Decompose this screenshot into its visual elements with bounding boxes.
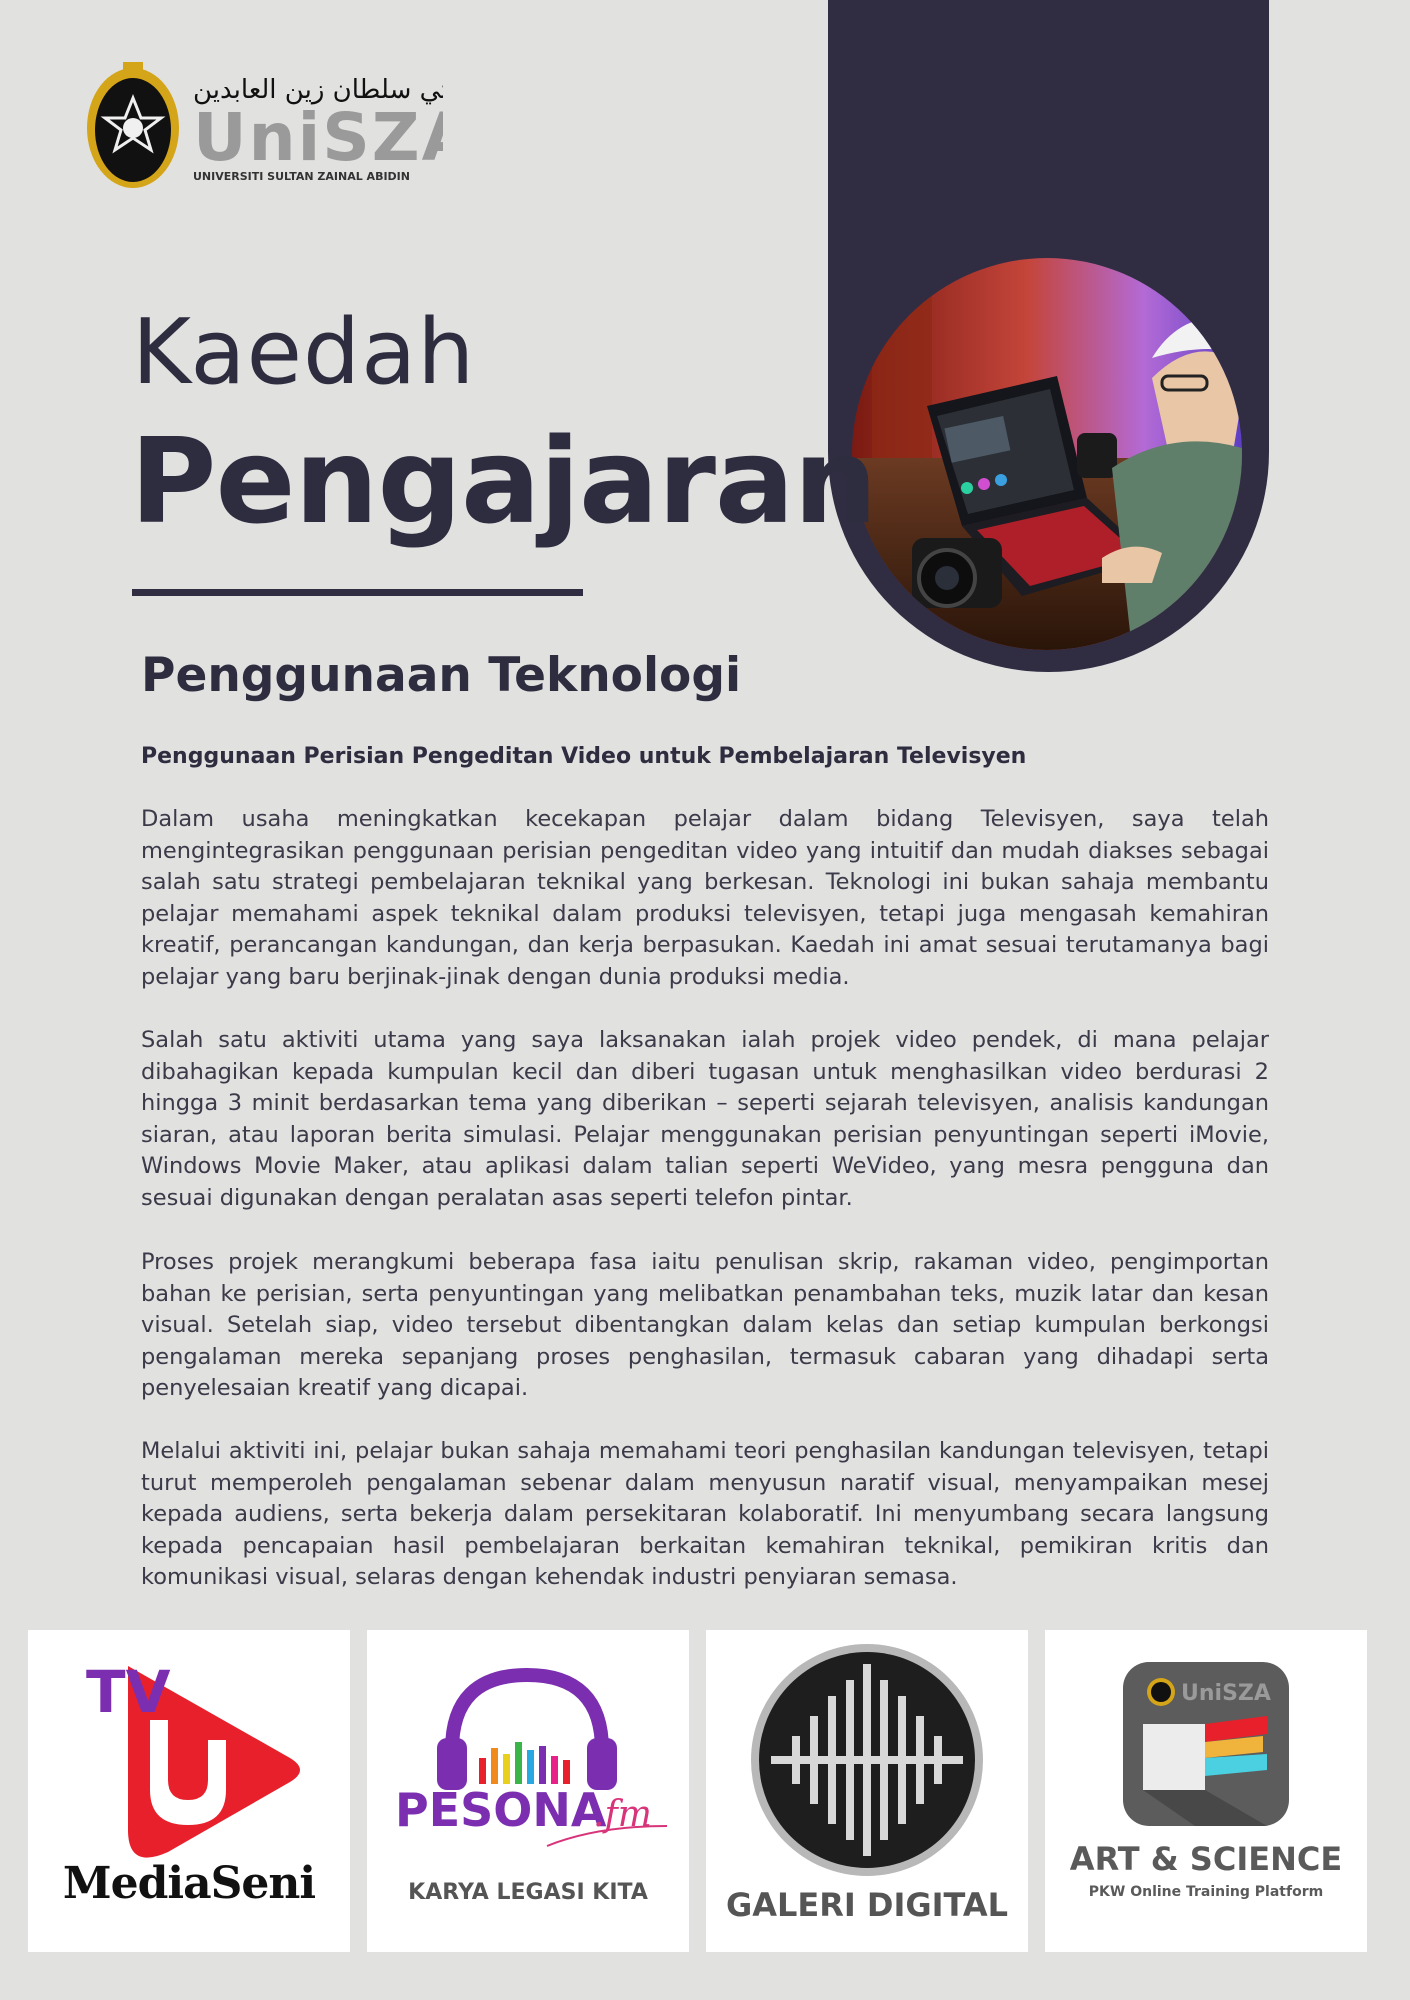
art-science-label: ART & SCIENCE xyxy=(1069,1840,1343,1878)
paragraph-3: Proses projek merangkumi beberapa fasa iaitu penulisan skrip, rakaman video, pengimportan bahan ke perisian, serta penyuntingan yang melibatkan penambahan teks, muzik latar dan kesan visual. Setelah siap, video tersebut dibentangkan dalam kelas dan setiap kumpulan berkongsi pengalaman mereka sepanjang proses penghasilan, termasuk cabaran yang dihadapi serta penyelesaian kreatif yang dicapai. xyxy=(141,1249,1269,1401)
card-tv-mediaseni[interactable] xyxy=(28,1630,350,1952)
card-pesona-fm[interactable] xyxy=(367,1630,689,1952)
book-app-icon xyxy=(1045,1630,1367,1952)
mini-unisza-label: UniSZA xyxy=(1181,1681,1271,1706)
title-line-2: Pengajaran xyxy=(130,412,877,550)
paragraph-4: Melalui aktiviti ini, pelajar bukan sahaja memahami teori penghasilan kandungan televisyen, tetapi turut memperoleh pengalaman sebenar dalam menyusun naratif visual, menyampaikan mesej kepada audiens, serta bekerja dalam persekitaran kolaboratif. Ini menyumbang secara langsung kepada pencapaian hasil pembelajaran berkaitan kemahiran teknikal, pemikiran kritis dan komunikasi visual, selaras dengan kehendak industri penyiaran semasa. xyxy=(141,1438,1269,1590)
tv-label: TV xyxy=(86,1658,171,1726)
section-subheading: Penggunaan Perisian Pengeditan Video untuk Pembelajaran Televisyen xyxy=(141,744,1027,769)
hero-photo xyxy=(852,258,1242,650)
paragraph-1: Dalam usaha meningkatkan kecekapan pelajar dalam bidang Televisyen, saya telah mengintegrasikan penggunaan perisian pengeditan video yang intuitif dan mudah diakses sebagai salah satu strategi pembelajaran teknikal yang berkesan. Teknologi ini bukan sahaja membantu pelajar memahami aspek teknikal dalam produksi televisyen, tetapi juga mengasah kemahiran kreatif, perancangan kandungan, dan kerja berpasukan. Kaedah ini amat sesuai terutamanya bagi pelajar yang baru berjinak-jinak dengan dunia produksi media. xyxy=(141,806,1269,990)
fm-label: .fm xyxy=(593,1794,652,1835)
paragraph-2: Salah satu aktiviti utama yang saya laksanakan ialah projek video pendek, di mana pelajar dibahagikan kepada kumpulan kecil dan diberi tugasan untuk menghasilkan video berdurasi 2 hingga 3 minit berdasarkan tema yang diberikan – seperti sejarah televisyen, analisis kandungan siaran, atau laporan berita simulasi. Pelajar menggunakan perisian penyuntingan seperti iMovie, Windows Movie Maker, atau aplikasi dalam talian seperti WeVideo, yang mesra pengguna dan sesuai digunakan dengan peralatan asas seperti telefon pintar. xyxy=(141,1027,1269,1211)
pesona-label: PESONA xyxy=(395,1783,607,1837)
training-platform-label: PKW Online Training Platform xyxy=(1088,1884,1324,1900)
unisza-wordmark: UniSZ xyxy=(193,99,422,176)
mediaseni-label: MediaSeni xyxy=(62,1858,316,1909)
section-heading: Penggunaan Teknologi xyxy=(141,648,742,703)
karya-legasi-label: KARYA LEGASI KITA xyxy=(408,1880,648,1905)
logo-arabic: ي سلطان زين العابدين xyxy=(193,75,442,105)
logo-fullname: UNIVERSITI SULTAN ZAINAL ABIDIN xyxy=(193,170,410,183)
title-divider xyxy=(132,589,583,596)
galeri-digital-label: GALERI DIGITAL xyxy=(725,1886,1009,1924)
title-line-1: Kaedah xyxy=(132,300,476,405)
card-art-science[interactable] xyxy=(1045,1630,1367,1952)
unisza-logo xyxy=(83,60,443,195)
card-galeri-digital[interactable] xyxy=(706,1630,1028,1952)
